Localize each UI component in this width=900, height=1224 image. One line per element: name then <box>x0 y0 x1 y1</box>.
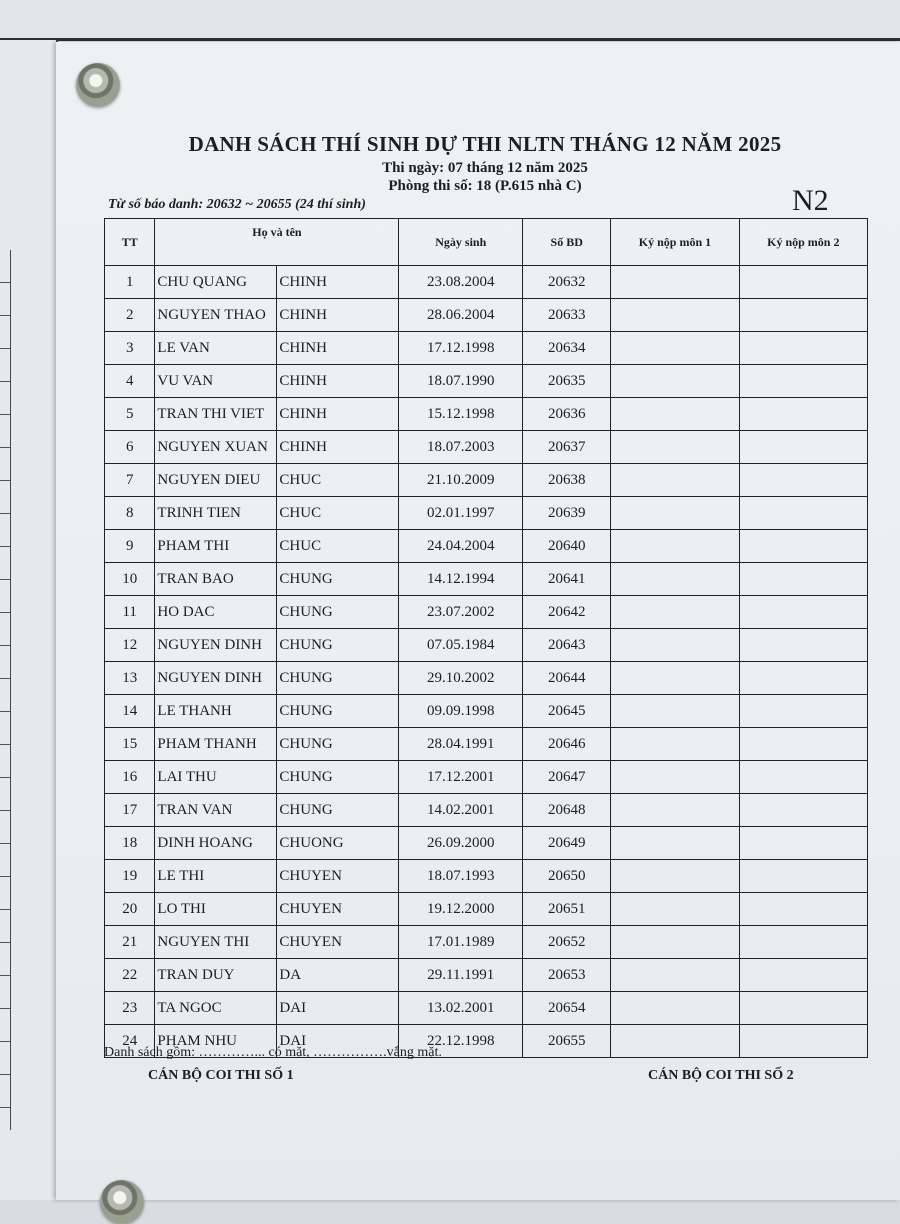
left-sheet-table-edge <box>0 250 11 1130</box>
table-row <box>105 629 868 662</box>
document-title: DANH SÁCH THÍ SINH DỰ THI NLTN THÁNG 12 NĂM 2025 <box>188 132 782 156</box>
row-signature-1 <box>611 530 739 563</box>
row-signature-2 <box>739 926 867 959</box>
candidate-id-range: Từ số báo danh: 20632 ~ 20655 (24 thí sinh) <box>108 197 366 212</box>
row-signature-2 <box>739 1025 867 1058</box>
row-signature-2 <box>739 695 867 728</box>
header-sbd: Số BD <box>523 219 611 266</box>
row-tt: 22 <box>105 959 155 992</box>
row-signature-2 <box>739 266 867 299</box>
row-tt: 5 <box>105 398 155 431</box>
row-dob: 23.08.2004 <box>399 266 523 299</box>
row-signature-2 <box>739 860 867 893</box>
row-family-name: NGUYEN THAO <box>155 299 277 332</box>
row-sbd: 20644 <box>523 662 611 695</box>
row-signature-2 <box>739 596 867 629</box>
table-row <box>105 959 868 992</box>
row-dob: 14.12.1994 <box>399 563 523 596</box>
row-sbd: 20655 <box>523 1025 611 1058</box>
row-dob: 29.11.1991 <box>399 959 523 992</box>
row-signature-2 <box>739 365 867 398</box>
table-row <box>105 992 868 1025</box>
row-signature-2 <box>739 662 867 695</box>
table-row <box>105 926 868 959</box>
row-tt: 16 <box>105 761 155 794</box>
row-family-name: TRAN DUY <box>155 959 277 992</box>
row-dob: 22.12.1998 <box>399 1025 523 1058</box>
row-given-name: DAI <box>277 1025 399 1058</box>
table-row <box>105 827 868 860</box>
row-sbd: 20634 <box>523 332 611 365</box>
row-tt: 23 <box>105 992 155 1025</box>
table-row <box>105 596 868 629</box>
row-dob: 29.10.2002 <box>399 662 523 695</box>
table-row <box>105 662 868 695</box>
row-tt: 14 <box>105 695 155 728</box>
row-tt: 8 <box>105 497 155 530</box>
table-row <box>105 299 868 332</box>
row-family-name: LO THI <box>155 893 277 926</box>
table-row <box>105 497 868 530</box>
row-tt: 4 <box>105 365 155 398</box>
row-sbd: 20636 <box>523 398 611 431</box>
row-sbd: 20642 <box>523 596 611 629</box>
row-sbd: 20637 <box>523 431 611 464</box>
row-signature-2 <box>739 530 867 563</box>
row-signature-1 <box>611 794 739 827</box>
row-dob: 28.06.2004 <box>399 299 523 332</box>
row-signature-1 <box>611 365 739 398</box>
row-signature-2 <box>739 299 867 332</box>
row-family-name: TRAN VAN <box>155 794 277 827</box>
row-given-name: CHINH <box>277 431 399 464</box>
row-sbd: 20640 <box>523 530 611 563</box>
row-signature-1 <box>611 563 739 596</box>
row-sbd: 20641 <box>523 563 611 596</box>
row-tt: 17 <box>105 794 155 827</box>
row-signature-1 <box>611 860 739 893</box>
row-signature-1 <box>611 662 739 695</box>
table-row <box>105 266 868 299</box>
row-family-name: LAI THU <box>155 761 277 794</box>
row-tt: 1 <box>105 266 155 299</box>
row-given-name: CHUC <box>277 497 399 530</box>
row-signature-1 <box>611 1025 739 1058</box>
row-family-name: TA NGOC <box>155 992 277 1025</box>
handwritten-mark: N2 <box>792 184 829 217</box>
header-tt: TT <box>105 219 155 266</box>
row-sbd: 20633 <box>523 299 611 332</box>
back-sheet-edge <box>0 38 900 41</box>
row-sbd: 20648 <box>523 794 611 827</box>
row-tt: 3 <box>105 332 155 365</box>
row-given-name: CHUNG <box>277 629 399 662</box>
row-signature-2 <box>739 761 867 794</box>
row-dob: 18.07.1990 <box>399 365 523 398</box>
row-sbd: 20651 <box>523 893 611 926</box>
row-family-name: TRINH TIEN <box>155 497 277 530</box>
row-family-name: NGUYEN DINH <box>155 629 277 662</box>
table-row <box>105 398 868 431</box>
row-given-name: CHINH <box>277 299 399 332</box>
row-family-name: CHU QUANG <box>155 266 277 299</box>
row-signature-1 <box>611 332 739 365</box>
row-dob: 13.02.2001 <box>399 992 523 1025</box>
row-dob: 09.09.1998 <box>399 695 523 728</box>
row-sbd: 20638 <box>523 464 611 497</box>
table-row <box>105 563 868 596</box>
row-signature-1 <box>611 497 739 530</box>
header-name: Họ và tên <box>155 219 399 266</box>
row-dob: 17.12.2001 <box>399 761 523 794</box>
row-signature-1 <box>611 431 739 464</box>
row-family-name: LE VAN <box>155 332 277 365</box>
row-signature-1 <box>611 299 739 332</box>
table-body <box>105 266 868 1058</box>
row-family-name: NGUYEN DIEU <box>155 464 277 497</box>
row-signature-2 <box>739 728 867 761</box>
row-sbd: 20652 <box>523 926 611 959</box>
row-family-name: TRAN THI VIET <box>155 398 277 431</box>
grommet-icon <box>100 1180 144 1224</box>
row-family-name: TRAN BAO <box>155 563 277 596</box>
row-signature-1 <box>611 464 739 497</box>
row-family-name: LE THI <box>155 860 277 893</box>
row-given-name: CHUNG <box>277 596 399 629</box>
row-dob: 15.12.1998 <box>399 398 523 431</box>
row-signature-2 <box>739 332 867 365</box>
row-family-name: DINH HOANG <box>155 827 277 860</box>
left-adjacent-sheet <box>0 40 58 1200</box>
row-signature-2 <box>739 629 867 662</box>
row-sbd: 20645 <box>523 695 611 728</box>
row-signature-2 <box>739 563 867 596</box>
exam-date: Thi ngày: 07 tháng 12 năm 2025 <box>382 160 588 176</box>
table-header-row <box>105 219 868 266</box>
row-family-name: PHAM THANH <box>155 728 277 761</box>
header-dob: Ngày sinh <box>399 219 523 266</box>
row-tt: 7 <box>105 464 155 497</box>
candidate-table <box>104 218 868 1058</box>
row-sbd: 20646 <box>523 728 611 761</box>
row-family-name: PHAM NHU <box>155 1025 277 1058</box>
row-given-name: CHUNG <box>277 695 399 728</box>
table-row <box>105 695 868 728</box>
row-tt: 21 <box>105 926 155 959</box>
proctor-2-label: CÁN BỘ COI THI SỐ 2 <box>648 1068 794 1083</box>
row-signature-2 <box>739 464 867 497</box>
table-row <box>105 530 868 563</box>
row-signature-1 <box>611 398 739 431</box>
row-tt: 20 <box>105 893 155 926</box>
row-tt: 6 <box>105 431 155 464</box>
row-signature-1 <box>611 893 739 926</box>
row-family-name: VU VAN <box>155 365 277 398</box>
row-given-name: CHUC <box>277 464 399 497</box>
row-given-name: CHINH <box>277 365 399 398</box>
row-dob: 28.04.1991 <box>399 728 523 761</box>
row-dob: 17.12.1998 <box>399 332 523 365</box>
row-signature-2 <box>739 431 867 464</box>
row-given-name: CHUNG <box>277 563 399 596</box>
row-tt: 18 <box>105 827 155 860</box>
row-signature-1 <box>611 959 739 992</box>
row-tt: 2 <box>105 299 155 332</box>
row-dob: 26.09.2000 <box>399 827 523 860</box>
row-sbd: 20654 <box>523 992 611 1025</box>
header-sign1: Ký nộp môn 1 <box>611 219 739 266</box>
row-family-name: HO DAC <box>155 596 277 629</box>
row-given-name: CHUNG <box>277 794 399 827</box>
row-signature-2 <box>739 497 867 530</box>
row-dob: 23.07.2002 <box>399 596 523 629</box>
table-row <box>105 893 868 926</box>
row-sbd: 20650 <box>523 860 611 893</box>
row-sbd: 20639 <box>523 497 611 530</box>
row-given-name: CHINH <box>277 398 399 431</box>
header-sign2: Ký nộp môn 2 <box>739 219 867 266</box>
row-signature-2 <box>739 959 867 992</box>
row-signature-2 <box>739 893 867 926</box>
row-family-name: PHAM THI <box>155 530 277 563</box>
row-family-name: LE THANH <box>155 695 277 728</box>
row-tt: 11 <box>105 596 155 629</box>
row-given-name: CHUNG <box>277 728 399 761</box>
row-family-name: NGUYEN XUAN <box>155 431 277 464</box>
row-given-name: CHUONG <box>277 827 399 860</box>
row-sbd: 20635 <box>523 365 611 398</box>
row-signature-1 <box>611 827 739 860</box>
row-signature-1 <box>611 266 739 299</box>
table-row <box>105 332 868 365</box>
row-signature-1 <box>611 992 739 1025</box>
row-tt: 13 <box>105 662 155 695</box>
row-signature-1 <box>611 695 739 728</box>
row-given-name: DA <box>277 959 399 992</box>
row-signature-1 <box>611 926 739 959</box>
row-dob: 02.01.1997 <box>399 497 523 530</box>
row-tt: 15 <box>105 728 155 761</box>
row-signature-1 <box>611 761 739 794</box>
attendance-summary: Danh sách gồm: …………... có mặt, …………….vắng mặt. <box>104 1045 442 1060</box>
table-row <box>105 464 868 497</box>
row-given-name: CHUYEN <box>277 860 399 893</box>
row-dob: 24.04.2004 <box>399 530 523 563</box>
row-family-name: NGUYEN THI <box>155 926 277 959</box>
table-row <box>105 431 868 464</box>
row-sbd: 20649 <box>523 827 611 860</box>
row-signature-1 <box>611 728 739 761</box>
row-family-name: NGUYEN DINH <box>155 662 277 695</box>
row-dob: 18.07.1993 <box>399 860 523 893</box>
row-tt: 19 <box>105 860 155 893</box>
table-row <box>105 794 868 827</box>
row-signature-2 <box>739 398 867 431</box>
exam-room: Phòng thi số: 18 (P.615 nhà C) <box>388 178 582 194</box>
row-tt: 12 <box>105 629 155 662</box>
row-given-name: DAI <box>277 992 399 1025</box>
row-tt: 10 <box>105 563 155 596</box>
row-signature-2 <box>739 827 867 860</box>
row-dob: 18.07.2003 <box>399 431 523 464</box>
row-dob: 21.10.2009 <box>399 464 523 497</box>
row-tt: 9 <box>105 530 155 563</box>
table-row <box>105 728 868 761</box>
row-signature-2 <box>739 794 867 827</box>
row-given-name: CHUNG <box>277 662 399 695</box>
proctor-1-label: CÁN BỘ COI THI SỐ 1 <box>148 1068 294 1083</box>
row-sbd: 20653 <box>523 959 611 992</box>
table-row <box>105 860 868 893</box>
row-given-name: CHUYEN <box>277 926 399 959</box>
row-given-name: CHINH <box>277 266 399 299</box>
row-given-name: CHINH <box>277 332 399 365</box>
row-dob: 19.12.2000 <box>399 893 523 926</box>
row-signature-1 <box>611 629 739 662</box>
row-given-name: CHUNG <box>277 761 399 794</box>
row-signature-2 <box>739 992 867 1025</box>
row-sbd: 20647 <box>523 761 611 794</box>
row-sbd: 20643 <box>523 629 611 662</box>
row-given-name: CHUYEN <box>277 893 399 926</box>
row-dob: 14.02.2001 <box>399 794 523 827</box>
row-given-name: CHUC <box>277 530 399 563</box>
row-sbd: 20632 <box>523 266 611 299</box>
row-signature-1 <box>611 596 739 629</box>
grommet-icon <box>76 63 120 107</box>
row-dob: 07.05.1984 <box>399 629 523 662</box>
row-dob: 17.01.1989 <box>399 926 523 959</box>
table-row <box>105 365 868 398</box>
row-tt: 24 <box>105 1025 155 1058</box>
table-row <box>105 761 868 794</box>
